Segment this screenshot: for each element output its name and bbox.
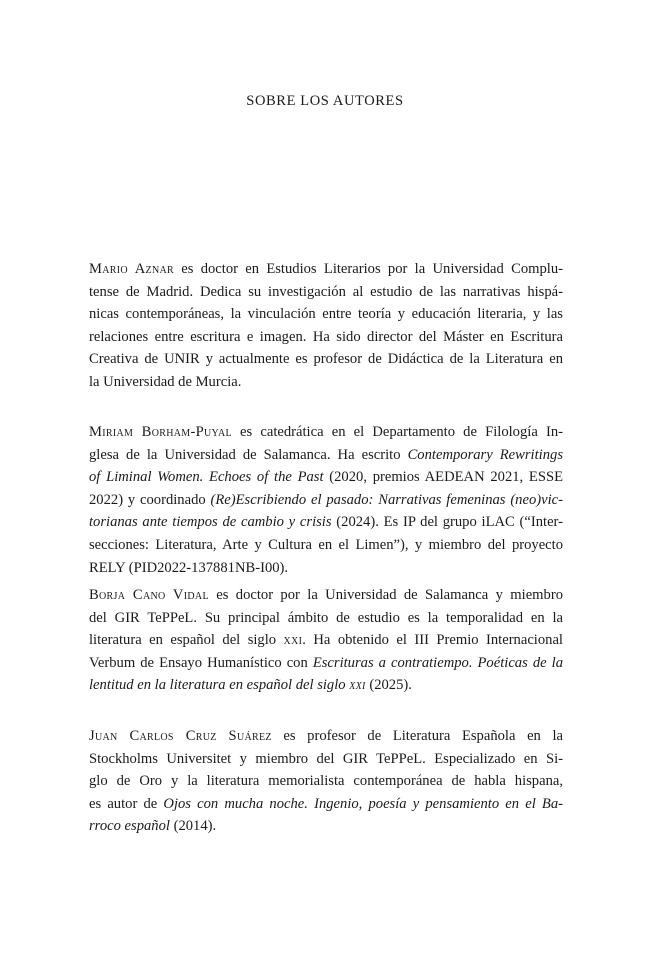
book-title: of Liminal Women. Echoes of the Past <box>89 469 324 486</box>
bio-line: Borja Cano Vidal es doctor por la Universidad de Salamanca y miembro <box>89 587 563 603</box>
bio-line: lentitud en la literatura en español del siglo xxi (2025). <box>89 677 412 694</box>
bio-line: Stockholms Universitet y miembro del GIR TePPeL. Especializado en Si- <box>89 750 563 767</box>
century-numeral: xxi <box>283 632 303 649</box>
bio-line: relaciones entre escritura e imagen. Ha sido director del Máster en Escritura <box>89 328 563 345</box>
century-numeral: xxi <box>349 677 366 694</box>
bio-line: Juan Carlos Cruz Suárez es profesor de Literatura Española en la <box>89 728 563 744</box>
bio-mario-aznar <box>89 258 563 394</box>
book-title: Ojos con mucha noche. Ingenio, poesía y pensamiento en el Ba- <box>163 795 563 812</box>
bio-borja-cano-vidal <box>89 584 563 697</box>
book-title: rroco español <box>89 818 170 835</box>
bio-line: Mario Aznar es doctor en Estudios Literarios por la Universidad Complu- <box>89 261 563 277</box>
bio-line: torianas ante tiempos de cambio y crisis (2024). Es IP del grupo iLAC (“Inter- <box>89 514 563 531</box>
bio-line: nicas contemporáneas, la vinculación entre teoría y educación literaria, y las <box>89 306 563 323</box>
bio-juan-carlos-cruz-suarez <box>89 725 563 838</box>
book-title: torianas ante tiempos de cambio y crisis <box>89 514 332 531</box>
author-name: Mario Aznar <box>89 261 174 277</box>
bio-line: 2022) y coordinado (Re)Escribiendo el pasado: Narrativas femeninas (neo)vic- <box>89 491 563 508</box>
author-name: Miriam Borham-Puyal <box>89 424 232 440</box>
bio-line: la Universidad de Murcia. <box>89 373 242 390</box>
bio-line: glesa de la Universidad de Salamanca. Ha escrito Contemporary Rewritings <box>89 446 563 463</box>
bio-line: glo de Oro y la literatura memorialista contemporánea de habla hispana, <box>89 773 563 790</box>
page-heading: SOBRE LOS AUTORES <box>246 93 404 109</box>
bio-line: Verbum de Ensayo Humanístico con Escrituras a contratiempo. Poéticas de la <box>89 654 563 671</box>
bio-line: secciones: Literatura, Arte y Cultura en el Limen”), y miembro del proyecto <box>89 536 563 553</box>
author-name: Juan Carlos Cruz Suárez <box>89 728 272 744</box>
bio-line: Creativa de UNIR y actualmente es profesor de Didáctica de la Literatura en <box>89 351 563 368</box>
book-title: (Re)Escribiendo el pasado: Narrativas femeninas (neo)vic- <box>210 491 563 508</box>
bio-line: rroco español (2014). <box>89 818 217 835</box>
book-title: lentitud en la literatura en español del siglo xxi <box>89 677 366 694</box>
bio-line: of Liminal Women. Echoes of the Past (2020, premios AEDEAN 2021, ESSE <box>89 469 563 486</box>
bio-line: es autor de Ojos con mucha noche. Ingenio, poesía y pensamiento en el Ba- <box>89 795 563 812</box>
bio-line: literatura en español del siglo xxi. Ha obtenido el III Premio Internacional <box>89 632 563 649</box>
book-title: Contemporary Rewritings <box>407 446 563 463</box>
book-title: Escrituras a contratiempo. Poéticas de la <box>312 654 563 671</box>
bio-line: del GIR TePPeL. Su principal ámbito de estudio es la temporalidad en la <box>89 609 563 626</box>
bio-miriam-borham-puyal <box>89 421 563 579</box>
bio-line: RELY (PID2022-137881NB-I00). <box>89 559 289 576</box>
bio-line: Miriam Borham-Puyal es catedrática en el Departamento de Filología In- <box>89 424 563 440</box>
author-name: Borja Cano Vidal <box>89 587 209 603</box>
bio-line: tense de Madrid. Dedica su investigación al estudio de las narrativas hispá- <box>89 283 563 300</box>
